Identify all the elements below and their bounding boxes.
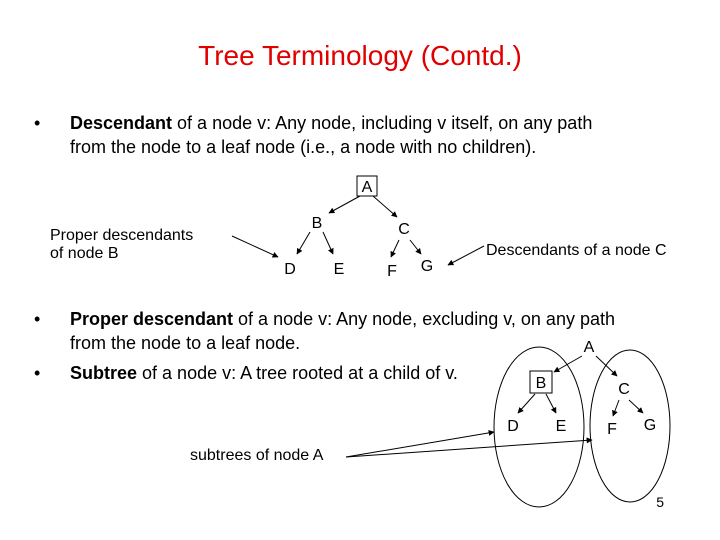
proper-descendants-label-line2: of node B — [50, 245, 119, 262]
subtrees-label: subtrees of node A — [190, 447, 324, 464]
tree2-edge-a-c — [596, 356, 617, 376]
descendant-definition-line2: from the node to a leaf node (i.e., a node with no children). — [70, 137, 537, 157]
descendant-definition-line1: of a node v: Any node, including v itself, on any path — [172, 113, 593, 133]
subtree-c-ellipse — [590, 350, 670, 502]
tree1-node-g: G — [420, 258, 434, 275]
tree1-edge-b-d — [297, 232, 310, 254]
tree2-node-e: E — [555, 418, 567, 435]
tree1 — [232, 176, 484, 280]
subtree-definition: of a node v: A tree rooted at a child of v. — [137, 363, 458, 383]
bullet-dot: • — [34, 113, 41, 133]
tree2-edge-b-e — [546, 394, 556, 413]
tree1-node-a: A — [361, 179, 373, 196]
slide-title: Tree Terminology (Contd.) — [198, 40, 522, 71]
tree2 — [346, 339, 670, 507]
tree1-edge-c-f — [391, 240, 399, 257]
tree2-node-c: C — [618, 381, 630, 398]
proper-descendants-pointer — [232, 236, 278, 257]
tree2-edge-a-b — [554, 356, 582, 372]
subtree-pointer-b — [346, 432, 494, 457]
tree1-edge-a-b — [329, 196, 360, 213]
tree1-node-e: E — [333, 261, 345, 278]
tree1-edge-b-e — [323, 232, 333, 254]
subtree-pointer-c — [346, 440, 592, 457]
term-proper-descendant: Proper descendant — [70, 309, 234, 329]
tree2-edge-c-g — [629, 400, 643, 413]
tree2-node-f: F — [607, 421, 617, 438]
proper-descendant-definition-line1: of a node v: Any node, excluding v, on any path — [233, 309, 615, 329]
term-descendant: Descendant — [70, 113, 173, 133]
tree1-edge-c-g — [410, 240, 421, 254]
slide-number: 5 — [656, 494, 664, 510]
term-subtree: Subtree — [70, 363, 138, 383]
tree2-node-a: A — [583, 339, 595, 356]
descendants-pointer — [448, 246, 484, 265]
tree1-node-f: F — [387, 263, 397, 280]
tree1-node-c: C — [398, 221, 410, 238]
tree2-node-g: G — [643, 417, 657, 434]
tree2-node-b: B — [535, 375, 547, 392]
proper-descendants-label-line1: Proper descendants — [50, 227, 194, 244]
tree2-node-d: D — [507, 418, 519, 435]
bullet-dot: • — [34, 363, 41, 383]
bullet-dot: • — [34, 309, 41, 329]
proper-descendant-definition-line2: from the node to a leaf node. — [70, 333, 301, 353]
tree1-edge-a-c — [373, 196, 397, 217]
tree1-node-d: D — [284, 261, 296, 278]
descendants-of-c-label: Descendants of a node C — [486, 242, 667, 259]
tree2-edge-c-f — [613, 400, 619, 416]
tree1-node-b: B — [311, 215, 323, 232]
tree2-edge-b-d — [518, 394, 535, 413]
